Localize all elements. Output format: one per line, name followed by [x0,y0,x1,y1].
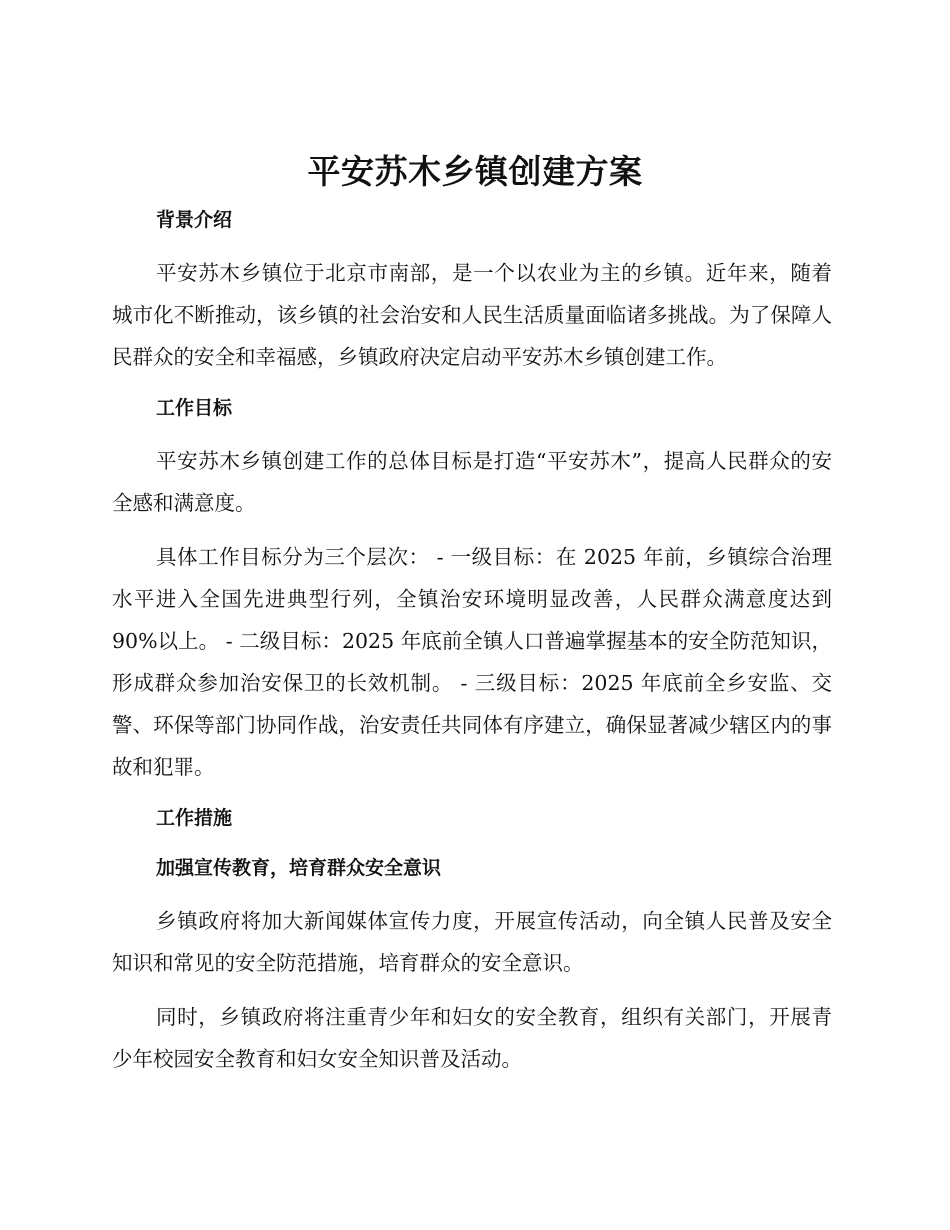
paragraph-background: 平安苏木乡镇位于北京市南部，是一个以农业为主的乡镇。近年来，随着城市化不断推动，该乡镇的社会治安和人民生活质量面临诸多挑战。为了保障人民群众的安全和幸福感，乡镇政府决定启动平安苏木乡镇创建工作。 [112,261,832,369]
section-heading-education: 加强宣传教育，培育群众安全意识 [156,857,442,879]
document-body [112,200,832,1080]
section-heading-measures: 工作措施 [156,807,233,829]
paragraph-education-youth-women: 同时，乡镇政府将注重青少年和妇女的安全教育，组织有关部门，开展青少年校园安全教育和妇女安全知识普及活动。 [112,1005,832,1071]
section-heading-goals: 工作目标 [156,397,233,419]
paragraph-goals-levels: 具体工作目标分为三个层次： - 一级目标：在 2025 年前，乡镇综合治理水平进入全国先进典型行列，全镇治安环境明显改善，人民群众满意度达到 90%以上。 - 二级目标：2025 年底前全镇人口普遍掌握基本的安全防范知识，形成群众参加治安保卫的长效机制。 - 三级目标：2025 年底前全乡安监、交警、环保等部门协同作战，治安责任共同体有序建立，确保显著减少辖区内的事故和犯罪。 [112,545,832,779]
section-heading-background: 背景介绍 [156,209,233,231]
document-title: 平安苏木乡镇创建方案 [307,152,643,191]
paragraph-goals-overall: 平安苏木乡镇创建工作的总体目标是打造“平安苏木”，提高人民群众的安全感和满意度。 [112,449,832,515]
paragraph-education-media: 乡镇政府将加大新闻媒体宣传力度，开展宣传活动，向全镇人民普及安全知识和常见的安全防范措施，培育群众的安全意识。 [112,909,832,975]
